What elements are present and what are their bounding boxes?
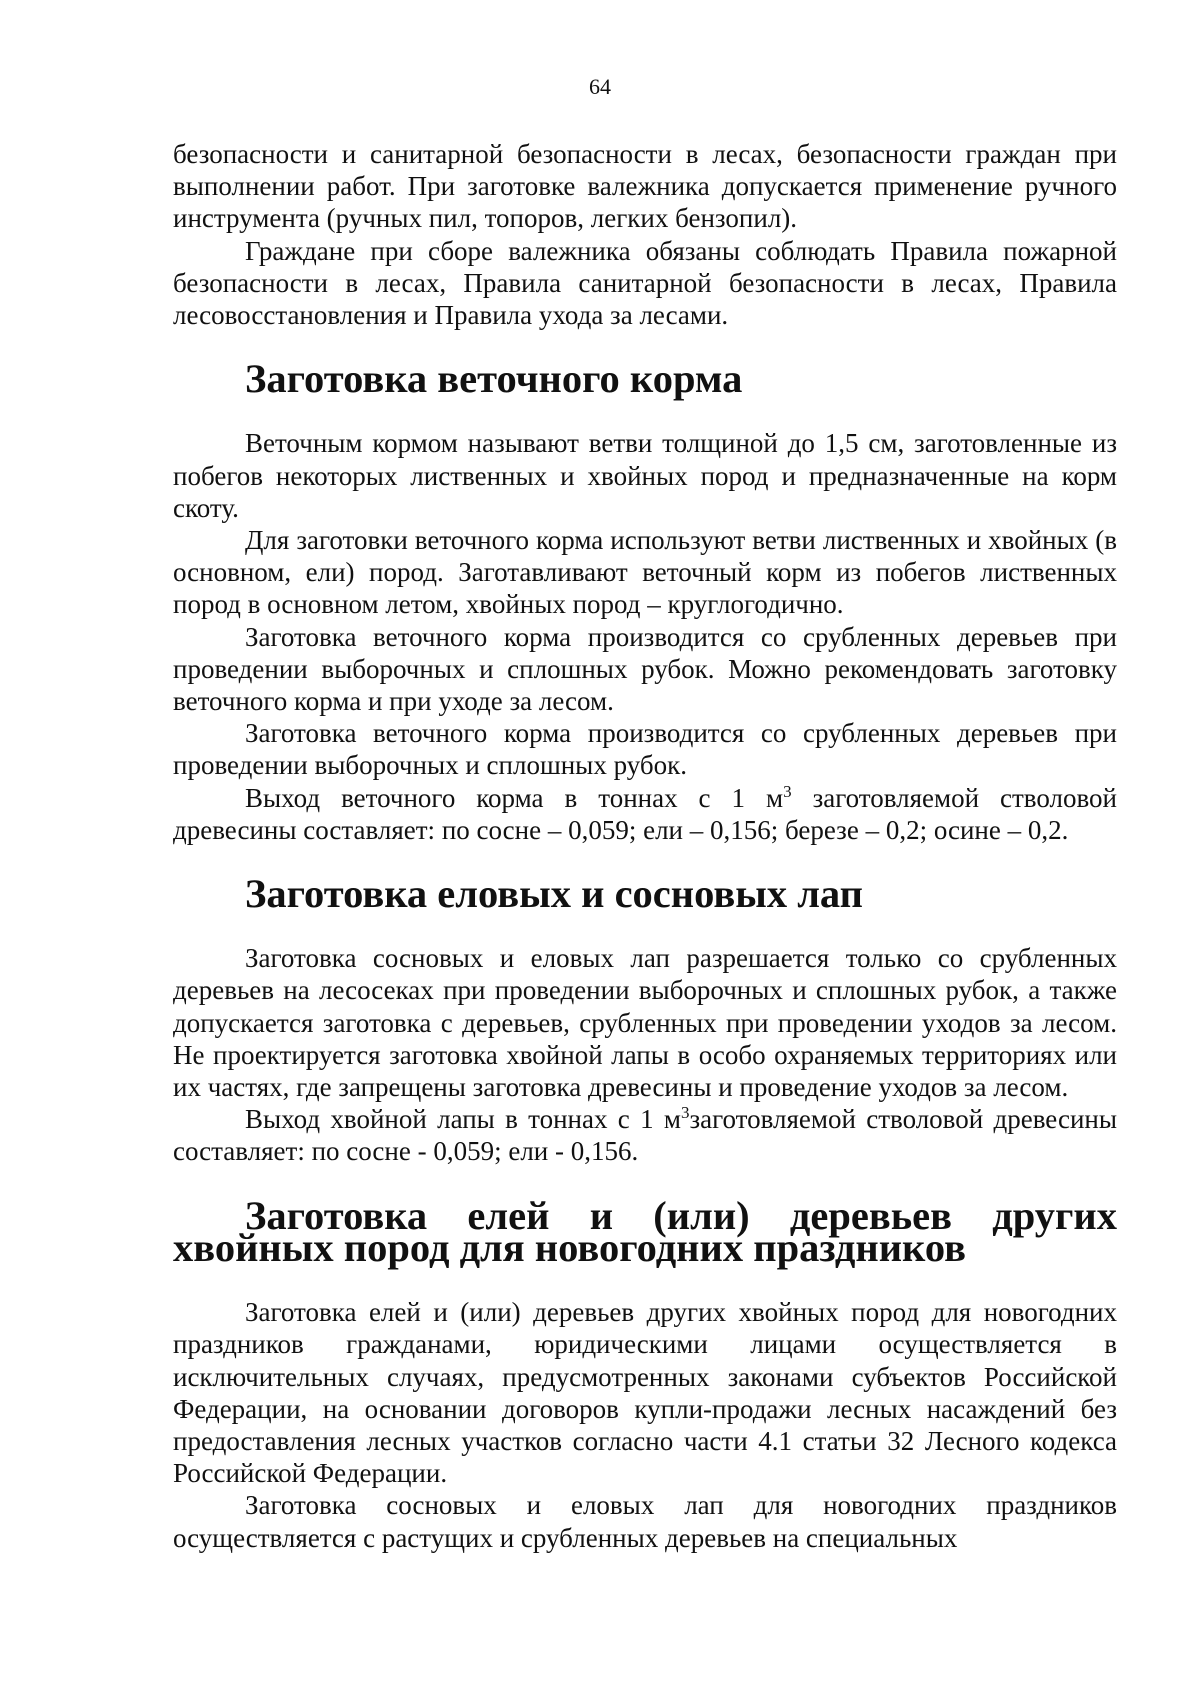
document-body: [173, 138, 1117, 1554]
text-fragment: заготовляемой стволовой древесины составляет: по сосне – 0,059; ели – 0,156; березе – 0,2; осине – 0,2.: [173, 782, 1118, 845]
paragraph-continued: безопасности и санитарной безопасности в лесах, безопасности граждан при выполнении работ. При заготовке валежника допускается применение ручного инструмента (ручных пил, топоров, легких бензопил).: [173, 139, 1117, 234]
text-fragment: Выход веточного корма в тоннах с 1 м: [245, 782, 784, 813]
page-number: 64: [589, 74, 611, 99]
paragraph: Для заготовки веточного корма используют ветви лиственных и хвойных (в основном, ели) пород. Заготавливают веточный корм из побегов лиственных пород в основном летом, хвойных пород – круглогодично.: [173, 525, 1117, 620]
section-heading-new-year-trees: Заготовка елей и (или) деревьев других хвойных пород для новогодних праздников: [173, 1192, 1117, 1270]
paragraph: Заготовка елей и (или) деревьев других хвойных пород для новогодних праздников гражданами, юридическими лицами осуществляется в исключительных случаях, предусмотренных законами субъектов Российской Федерации, на основании договоров купли-продажи лесных насаждений без предоставления лесных участков согласно части 4.1 статьи 32 Лесного кодекса Российской Федерации.: [173, 1297, 1117, 1489]
superscript: 3: [783, 781, 792, 801]
text-fragment: Выход хвойной лапы в тоннах с 1 м: [245, 1104, 681, 1135]
section-heading-branch-feed: Заготовка веточного корма: [245, 356, 743, 402]
text-fragment: заготовляемой стволовой древесины составляет: по сосне - 0,059; ели - 0,156.: [173, 1104, 1117, 1167]
paragraph: Заготовка сосновых и еловых лап для новогодних праздников осуществляется с растущих и срубленных деревьев на специальных: [173, 1490, 1117, 1553]
section-heading-spruce-pine-branches: Заготовка еловых и сосновых лап: [245, 871, 863, 917]
paragraph: Заготовка сосновых и еловых лап разрешается только со срубленных деревьев на лесосеках при проведении выборочных и сплошных рубок, а также допускается заготовка с деревьев, срубленных при проведении уходов за лесом. Не проектируется заготовка хвойной лапы в особо охраняемых территориях или их частях, где запрещены заготовка древесины и проведение уходов за лесом.: [173, 943, 1117, 1103]
paragraph: Граждане при сборе валежника обязаны соблюдать Правила пожарной безопасности в лесах, Правила санитарной безопасности в лесах, Правила лесовосстановления и Правила ухода за лесами.: [173, 235, 1117, 331]
paragraph: Веточным кормом называют ветви толщиной до 1,5 см, заготовленные из побегов некоторых лиственных и хвойных пород и предназначенные на корм скоту.: [173, 428, 1117, 523]
paragraph: Заготовка веточного корма производится со срубленных деревьев при проведении выборочных и сплошных рубок. Можно рекомендовать заготовку веточного корма и при уходе за лесом.: [173, 621, 1117, 717]
paragraph-yield-conifer-branches: [173, 1103, 1117, 1167]
paragraph: Заготовка веточного корма производится со срубленных деревьев при проведении выборочных и сплошных рубок.: [173, 718, 1117, 781]
superscript: 3: [680, 1103, 690, 1123]
paragraph-yield-branch-feed: [173, 782, 1117, 846]
